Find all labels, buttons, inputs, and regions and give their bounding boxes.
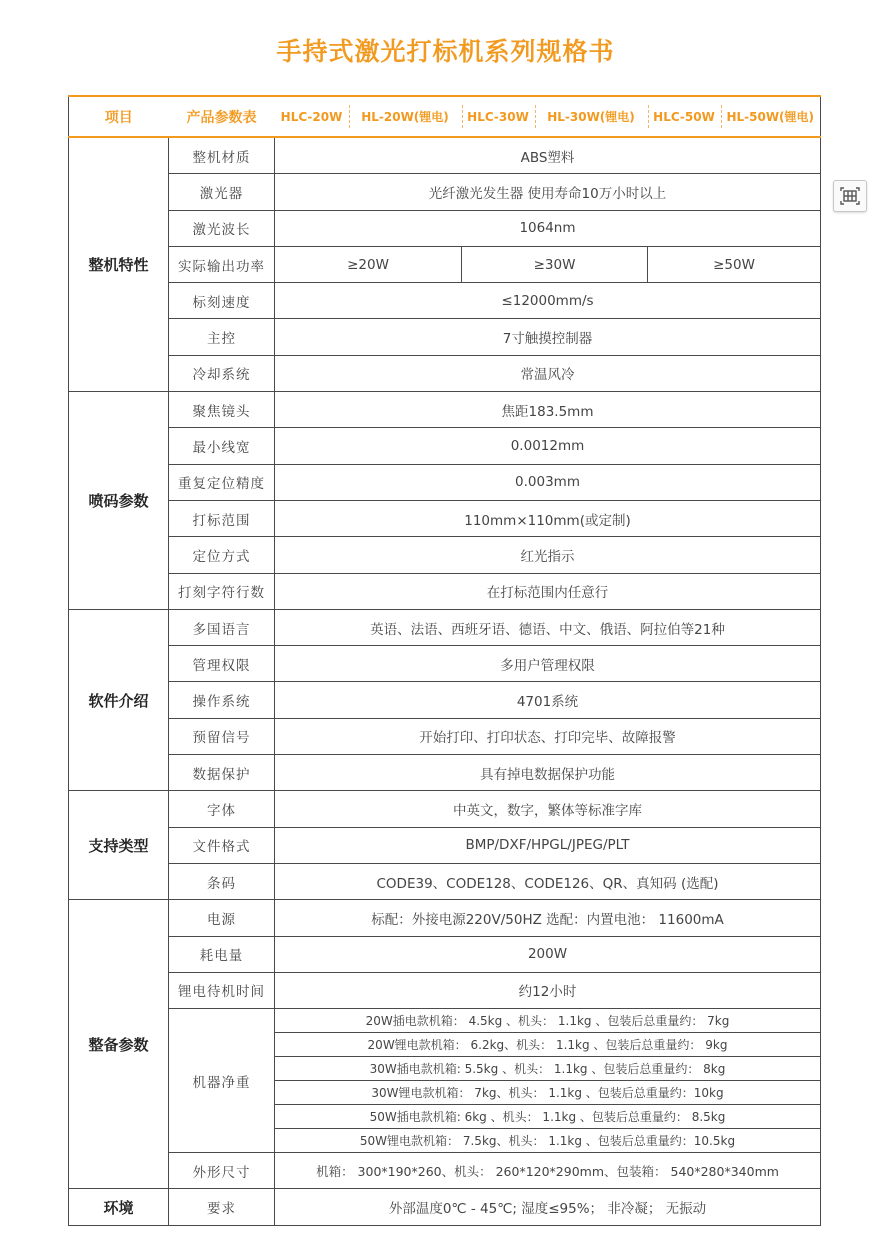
param-label: 机器净重 (169, 1009, 275, 1153)
param-value: 开始打印、打印状态、打印完毕、故障报警 (275, 718, 821, 754)
table-row (69, 972, 821, 1008)
param-label: 冷却系统 (169, 355, 275, 391)
scan-button[interactable] (833, 180, 867, 212)
group-label: 喷码参数 (69, 392, 169, 610)
param-value: BMP/DXF/HPGL/JPEG/PLT (275, 827, 821, 863)
param-value: ≥30W (462, 246, 648, 282)
table-row (69, 1189, 821, 1225)
table-row (69, 646, 821, 682)
table-row (69, 682, 821, 718)
param-value: ABS塑料 (275, 137, 821, 174)
header-model: HLC-50W (648, 96, 721, 137)
param-label: 操作系统 (169, 682, 275, 718)
table-row (69, 137, 821, 174)
param-label: 锂电待机时间 (169, 972, 275, 1008)
page-title: 手持式激光打标机系列规格书 (276, 37, 615, 66)
table-row (69, 500, 821, 536)
param-label: 最小线宽 (169, 428, 275, 464)
param-label: 标刻速度 (169, 283, 275, 319)
weight-item: 30W锂电款机箱： 7kg、机头： 1.1kg 、包装后总重量约：10kg (275, 1081, 820, 1105)
param-label: 激光波长 (169, 210, 275, 246)
table-row (69, 392, 821, 428)
group-label: 软件介绍 (69, 609, 169, 790)
weight-item: 50W锂电款机箱： 7.5kg、机头： 1.1kg 、包装后总重量约：10.5kg (359, 1134, 736, 1149)
param-value: 多用户管理权限 (275, 646, 821, 682)
header-row (69, 96, 821, 137)
table-row (69, 283, 821, 319)
param-label: 定位方式 (169, 537, 275, 573)
header-model: HL-20W(锂电) (349, 96, 462, 137)
param-value: 外部温度0℃ - 45℃; 湿度≤95%； 非冷凝； 无振动 (275, 1189, 821, 1225)
table-row (69, 755, 821, 791)
table-row (69, 718, 821, 754)
param-value: 7寸触摸控制器 (275, 319, 821, 355)
group-label: 整机特性 (69, 137, 169, 392)
table-row (69, 210, 821, 246)
table-row (69, 791, 821, 827)
param-label: 打标范围 (169, 500, 275, 536)
table-row (69, 1009, 821, 1153)
param-value: 110mm×110mm(或定制) (275, 500, 821, 536)
table-row (69, 355, 821, 391)
param-label: 激光器 (169, 174, 275, 210)
table-row (69, 863, 821, 899)
weight-item: 50W插电款机箱: 6kg 、机头： 1.1kg 、包装后总重量约： 8.5kg (275, 1105, 820, 1129)
weight-list (275, 1009, 821, 1153)
param-value: 在打标范围内任意行 (275, 573, 821, 609)
table-row (69, 1153, 821, 1189)
weight-item: 20W插电款机箱： 4.5kg 、机头： 1.1kg 、包装后总重量约： 7kg (275, 1009, 820, 1033)
header-model: HL-30W(锂电) (535, 96, 648, 137)
param-label: 打刻字符行数 (169, 573, 275, 609)
param-value: 红光指示 (275, 537, 821, 573)
header-model: HLC-20W (275, 96, 349, 137)
param-label: 外形尺寸 (169, 1153, 275, 1189)
header-item: 项目 (69, 96, 169, 137)
param-value: 常温风冷 (275, 355, 821, 391)
param-label: 聚焦镜头 (169, 392, 275, 428)
param-label: 要求 (169, 1189, 275, 1225)
table-row (69, 827, 821, 863)
param-value: 4701系统 (275, 682, 821, 718)
param-label: 电源 (169, 900, 275, 936)
param-value: CODE39、CODE128、CODE126、QR、真知码 (选配) (275, 863, 821, 899)
table-row (69, 464, 821, 500)
param-value: 1064nm (275, 210, 821, 246)
param-value: ≤12000mm/s (275, 283, 821, 319)
param-value: 0.003mm (275, 464, 821, 500)
table-row (69, 319, 821, 355)
param-value: 机箱： 300*190*260、机头： 260*120*290mm、包装箱： 540*280*340mm (275, 1153, 821, 1189)
param-value: 标配：外接电源220V/50HZ 选配：内置电池： 11600mA (275, 900, 821, 936)
param-value: 具有掉电数据保护功能 (275, 755, 821, 791)
param-value: ≥50W (648, 246, 821, 282)
scan-icon (834, 181, 866, 211)
param-label: 实际输出功率 (169, 246, 275, 282)
param-label: 预留信号 (169, 718, 275, 754)
param-value: 约12小时 (275, 972, 821, 1008)
param-label: 多国语言 (169, 609, 275, 645)
table-row (69, 573, 821, 609)
table-row (69, 609, 821, 645)
group-label: 支持类型 (69, 791, 169, 900)
param-label: 管理权限 (169, 646, 275, 682)
param-label: 重复定位精度 (169, 464, 275, 500)
param-value: 焦距183.5mm (275, 392, 821, 428)
param-label: 数据保护 (169, 755, 275, 791)
header-model: HL-50W(锂电) (721, 96, 821, 137)
param-label: 条码 (169, 863, 275, 899)
table-row (69, 900, 821, 936)
param-value: 0.0012mm (275, 428, 821, 464)
param-value: 中英文，数字，繁体等标准字库 (275, 791, 821, 827)
table-row (69, 246, 821, 282)
param-label: 字体 (169, 791, 275, 827)
table-row (69, 174, 821, 210)
param-label: 耗电量 (169, 936, 275, 972)
table-row (69, 936, 821, 972)
param-value: 200W (275, 936, 821, 972)
group-label: 整备参数 (69, 900, 169, 1189)
group-label: 环境 (69, 1189, 169, 1225)
header-model: HLC-30W (462, 96, 535, 137)
header-params: 产品参数表 (169, 96, 275, 137)
param-label: 整机材质 (169, 137, 275, 174)
param-label: 主控 (169, 319, 275, 355)
param-value: 光纤激光发生器 使用寿命10万小时以上 (275, 174, 821, 210)
spec-table (68, 95, 821, 1226)
table-row (69, 428, 821, 464)
param-label: 文件格式 (169, 827, 275, 863)
table-row (69, 537, 821, 573)
weight-item: 30W插电款机箱: 5.5kg 、机头： 1.1kg 、包装后总重量约： 8kg (275, 1057, 820, 1081)
weight-item: 20W锂电款机箱： 6.2kg、机头： 1.1kg 、包装后总重量约： 9kg (275, 1033, 820, 1057)
param-value: ≥20W (275, 246, 462, 282)
param-value: 英语、法语、西班牙语、德语、中文、俄语、阿拉伯等21种 (275, 609, 821, 645)
